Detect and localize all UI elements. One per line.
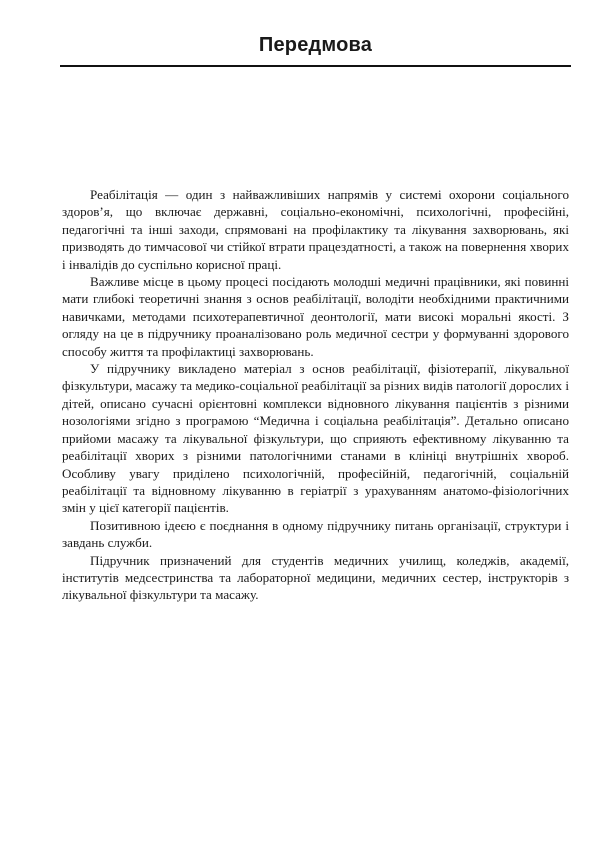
preface-body [62, 186, 569, 604]
paragraph-positive-idea: Позитивною ідеєю є поєднання в одному підручнику питань організації, структури і завдань служби. [62, 517, 569, 551]
page-title: Передмова [258, 34, 373, 56]
paragraph-medical-workers: Важливе місце в цьому процесі посідають молодші медичні працівники, які повинні мати глибокі теоретичні знання з основ реабілітації, володіти необхідними практичними навичками, методами психотерапевтичної деонтології, мати високі моральні якості. З огляду на це в підручнику проаналізовано роль медичної сестри у формуванні здорового способу життя та профілактиці захворювань. [62, 274, 569, 359]
paragraph-rehabilitation-definition: Реабілітація — один з найважливіших напрямів у системі охорони соціального здоров’я, що включає державні, соціально-економічні, психологічні, професійні, педагогічні та інші заходи, спрямовані на профілактику та лікування захворювань, які призводять до тимчасової чи стійкої втрати працездатності, а також на повернення хворих і інвалідів до суспільно корисної праці. [62, 187, 569, 272]
paragraph-textbook-content: У підручнику викладено матеріал з основ реабілітації, фізіотерапії, лікувальної фізкультури, масажу та медико-соціальної реабілітації за різних видів патології дорослих і дітей, описано сучасні орієнтовні комплекси відновного лікування пацієнтів з різними нозологіями згідно з програмою “Медична і соціальна реабілітація”. Детально описано прийоми масажу та лікувальної фізкультури, що сприяють ефективному лікуванню та реабілітації хворих з різними патологічними станами в клініці внутрішніх хвороб. Особливу увагу приділено психологічній, професійній, педагогічній, соціальній реабілітації та відновному лікуванню в геріатрії з урахуванням анатомо-фізіологічних змін у цієї категорії пацієнтів. [62, 361, 569, 516]
title-divider [60, 65, 571, 67]
paragraph-target-audience: Підручник призначений для студентів медичних училищ, коледжів, академії, інститутів медсестринства та лабораторної медицини, медичних сестер, інструкторів з лікувальної фізкультури та масажу. [62, 552, 569, 603]
